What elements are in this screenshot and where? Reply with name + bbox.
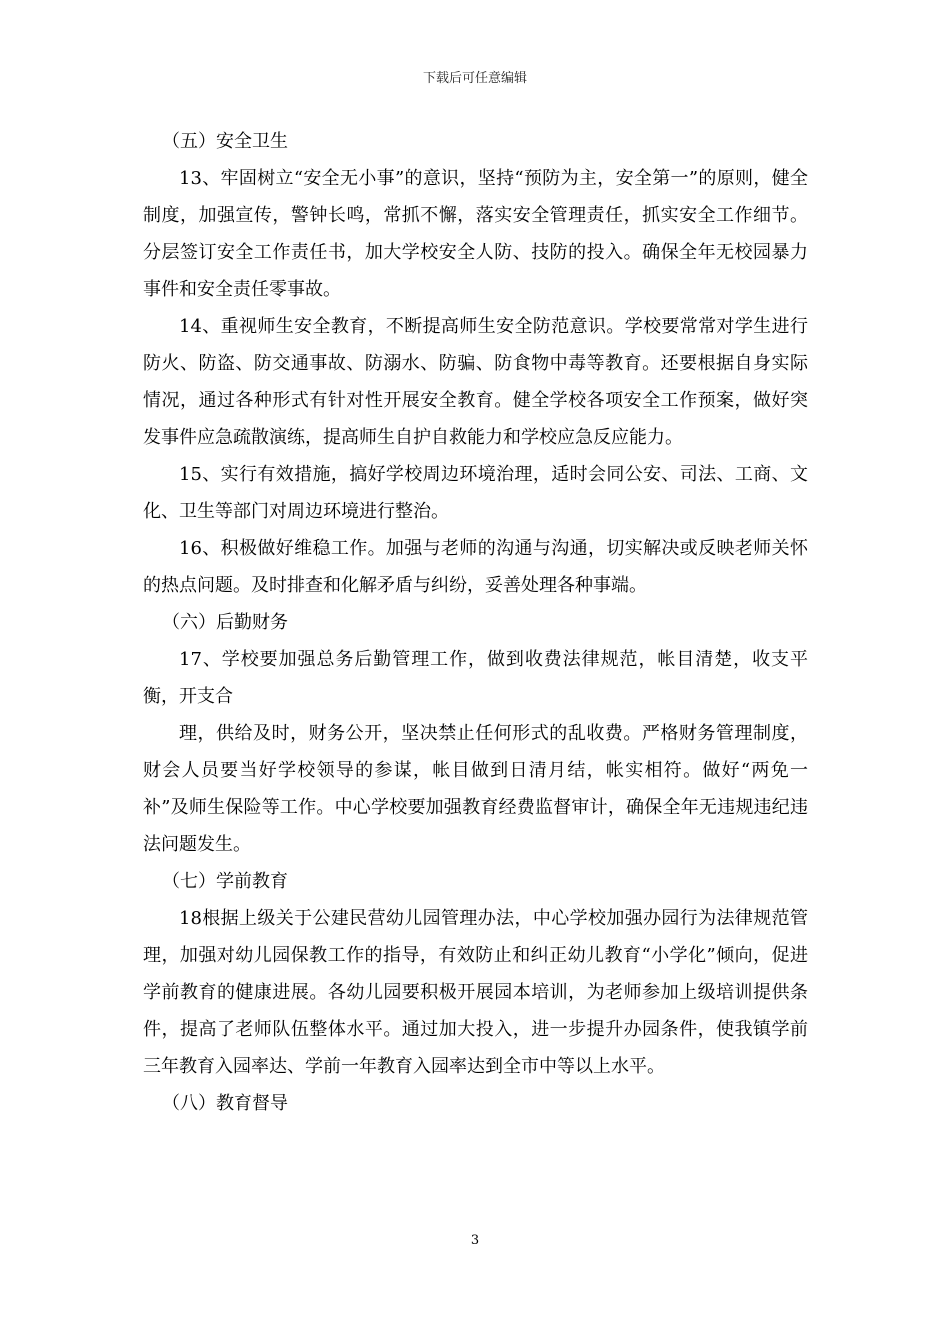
paragraph-15: 15、实行有效措施，搞好学校周边环境治理，适时会同公安、司法、工商、文化、卫生等部门对周边环境进行整治。 [143, 464, 808, 522]
page-number: 3 [470, 1233, 480, 1248]
paragraph-17-continued: 理，供给及时，财务公开，坚决禁止任何形式的乱收费。严格财务管理制度，财会人员要当好学校领导的参谋，帐目做到日清月结，帐实相符。做好“两免一补”及师生保险等工作。中心学校要加强教育经费监督审计，确保全年无违规违纪违法问题发生。 [143, 723, 808, 855]
section-heading-safety: （五）安全卫生 [162, 131, 288, 152]
paragraph-16: 16、积极做好维稳工作。加强与老师的沟通与沟通，切实解决或反映老师关怀的热点问题。及时排查和化解矛盾与纠纷，妥善处理各种事端。 [143, 538, 808, 596]
page-header: 下载后可任意编辑 [422, 71, 527, 86]
document-body [143, 123, 808, 1122]
section-heading-supervision: （八）教育督导 [162, 1093, 288, 1114]
section-heading-logistics: （六）后勤财务 [162, 612, 288, 633]
paragraph-13: 13、牢固树立“安全无小事”的意识，坚持“预防为主，安全第一”的原则，健全制度，加强宣传，警钟长鸣，常抓不懈，落实安全管理责任，抓实安全工作细节。分层签订安全工作责任书，加大学校安全人防、技防的投入。确保全年无校园暴力事件和安全责任零事故。 [143, 168, 808, 300]
section-heading-preschool: （七）学前教育 [162, 871, 288, 892]
paragraph-17: 17、学校要加强总务后勤管理工作，做到收费法律规范，帐目清楚，收支平衡，开支合 [143, 649, 808, 707]
paragraph-14: 14、重视师生安全教育，不断提高师生安全防范意识。学校要常常对学生进行防火、防盗、防交通事故、防溺水、防骗、防食物中毒等教育。还要根据自身实际情况，通过各种形式有针对性开展安全教育。健全学校各项安全工作预案，做好突发事件应急疏散演练，提高师生自护自救能力和学校应急反应能力。 [143, 316, 808, 448]
paragraph-18: 18根据上级关于公建民营幼儿园管理办法，中心学校加强办园行为法律规范管理，加强对幼儿园保教工作的指导，有效防止和纠正幼儿教育“小学化”倾向，促进学前教育的健康进展。各幼儿园要积极开展园本培训，为老师参加上级培训提供条件，提高了老师队伍整体水平。通过加大投入，进一步提升办园条件，使我镇学前三年教育入园率达、学前一年教育入园率达到全市中等以上水平。 [143, 908, 808, 1077]
